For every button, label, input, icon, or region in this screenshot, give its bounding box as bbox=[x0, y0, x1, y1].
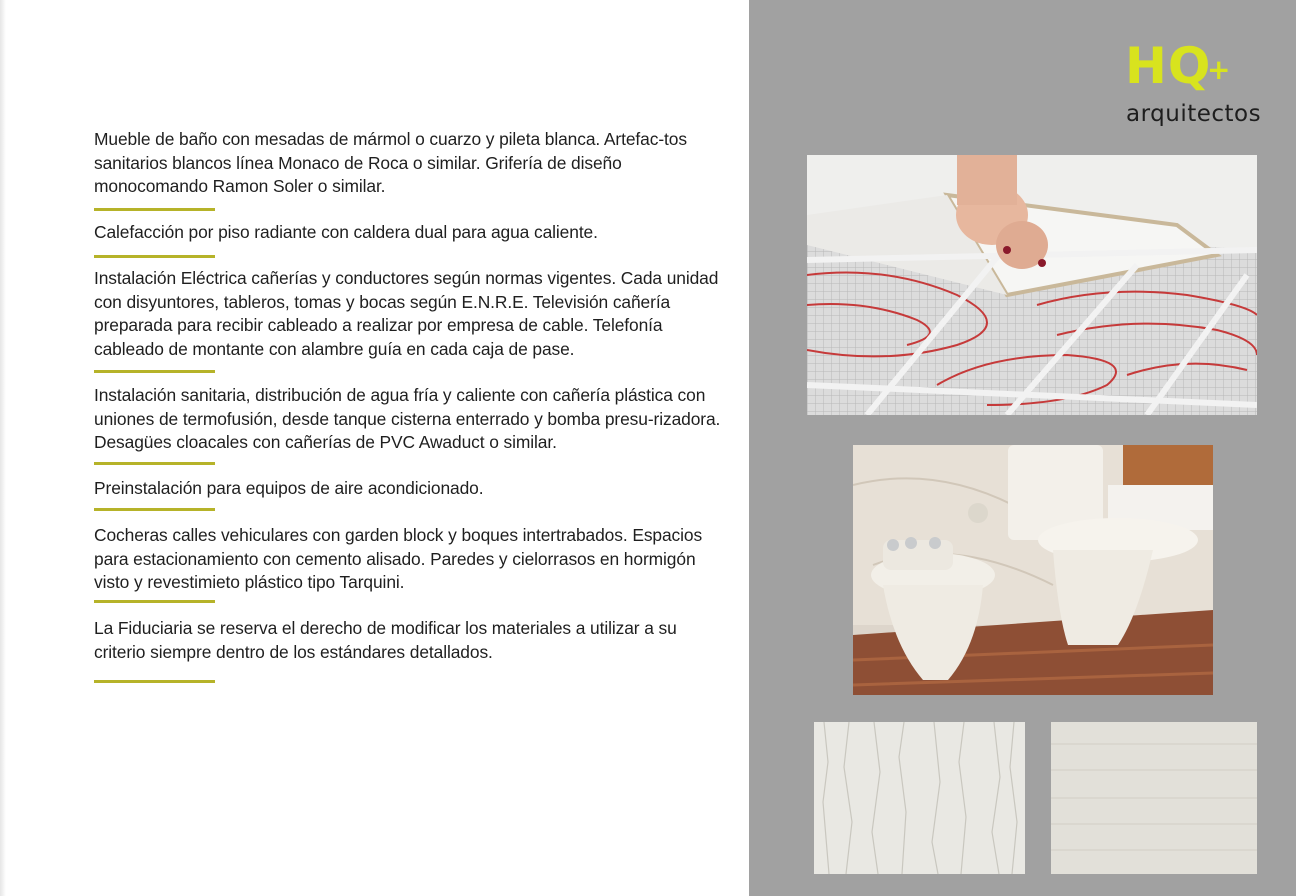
bathroom-fixtures-photo bbox=[853, 445, 1213, 695]
spec-heating bbox=[94, 221, 724, 245]
divider-rule bbox=[94, 462, 215, 465]
spec-garages-text: Cocheras calles vehiculares con garden block y boques intertrabados. Espacios para estacionamiento con cemento alisado. Paredes y cielorrasos en hormigón visto y revestimieto plástico tipo Tarquini. bbox=[94, 525, 703, 592]
divider-rule bbox=[94, 680, 215, 683]
spec-garages bbox=[94, 524, 724, 595]
spec-bathroom-text: Mueble de baño con mesadas de mármol o cuarzo y pileta blanca. Artefac-tos sanitarios blancos línea Monaco de Roca o similar. Grifería de diseño monocomando Ramon Soler o similar. bbox=[94, 129, 687, 196]
page-edge-shadow bbox=[0, 0, 6, 896]
spec-electrical-text: Instalación Eléctrica cañerías y conductores según normas vigentes. Cada unidad con disyuntores, tableros, tomas y bocas según E.N.R.E. Televisión cañería preparada para recibir cableado a realizar por empresa de cable. Telefonía cableado de montante con alambre guía en cada caja de pase. bbox=[94, 268, 719, 359]
exposed-concrete-photo bbox=[1051, 722, 1257, 874]
spec-plumbing bbox=[94, 384, 724, 455]
spec-plumbing-text: Instalación sanitaria, distribución de agua fría y caliente con cañería plástica con uniones de termofusión, desde tanque cisterna enterrado y bomba presu-rizadora. Desagües cloacales con cañerías de PVC Awaduct o similar. bbox=[94, 385, 721, 452]
spec-heating-text: Calefacción por piso radiante con caldera dual para agua caliente. bbox=[94, 222, 598, 242]
brand-logo-mark: HQ bbox=[1125, 37, 1212, 95]
spec-disclaimer-text: La Fiduciaria se reserva el derecho de modificar los materiales a utilizar a su criterio siempre dentro de los estándares detallados. bbox=[94, 618, 677, 662]
textured-plaster-photo bbox=[814, 722, 1025, 874]
spec-disclaimer bbox=[94, 617, 724, 664]
divider-rule bbox=[94, 600, 215, 603]
brand-logo-subtitle: arquitectos bbox=[1126, 101, 1262, 127]
divider-rule bbox=[94, 370, 215, 373]
spec-air-conditioning bbox=[94, 477, 724, 501]
right-page bbox=[749, 0, 1296, 896]
divider-rule bbox=[94, 508, 215, 511]
spec-electrical bbox=[94, 267, 724, 361]
divider-rule bbox=[94, 255, 215, 258]
spec-bathroom bbox=[94, 128, 724, 199]
radiant-floor-heating-photo bbox=[807, 155, 1257, 415]
spec-air-conditioning-text: Preinstalación para equipos de aire acondicionado. bbox=[94, 478, 484, 498]
divider-rule bbox=[94, 208, 215, 211]
brand-logo-plus: + bbox=[1207, 53, 1231, 86]
